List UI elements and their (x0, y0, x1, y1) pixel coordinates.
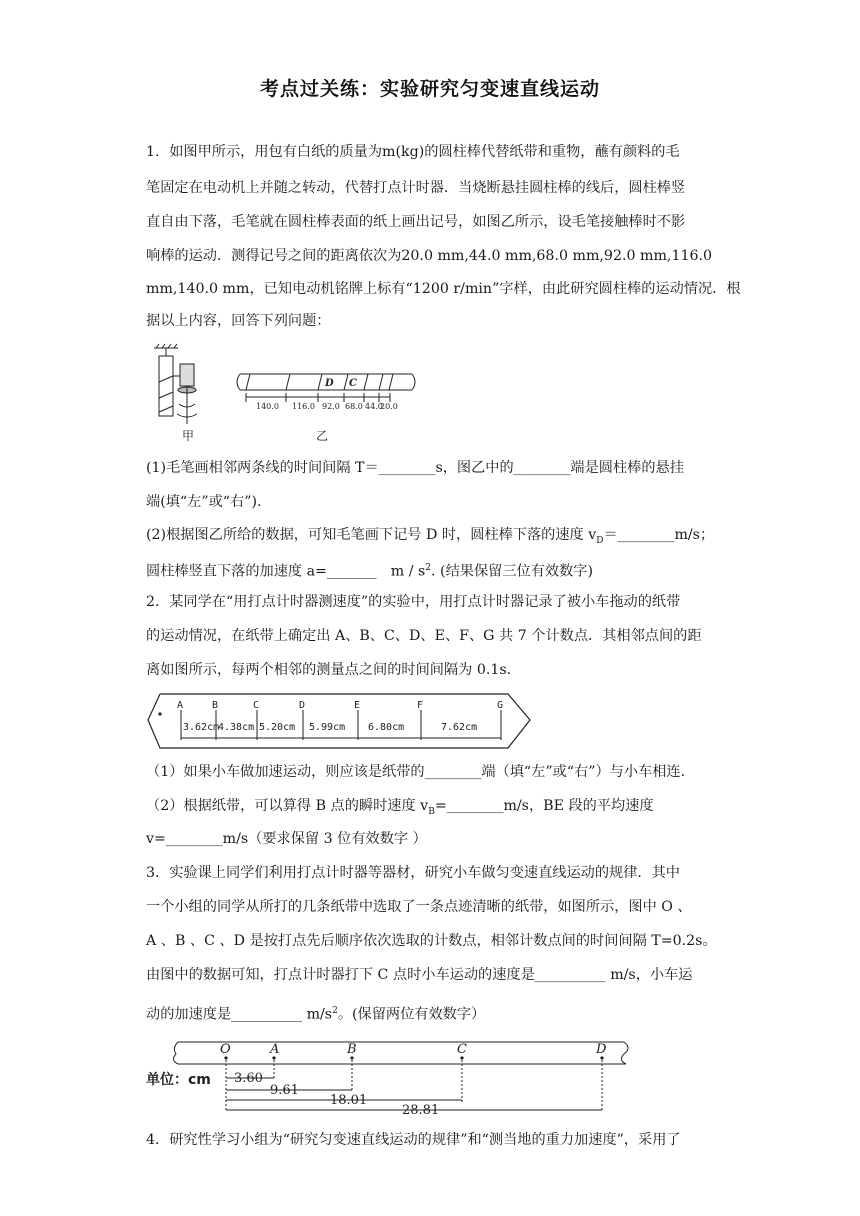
dist-bc: 4.38cm (218, 722, 255, 733)
q2-line-1: 2．某同学在“用打点计时器测速度”的实验中，用打点计时器记录了被小车拖动的纸带 (146, 594, 681, 610)
dist-ef: 6.80cm (368, 722, 405, 733)
fig1-label-right: 乙 (316, 429, 329, 443)
point-g: G (497, 700, 504, 711)
q2-sub-1: （1）如果小车做加速运动，则应该是纸带的________端（填“左”或“右”）与小车相连． (146, 764, 695, 780)
point-b: B (212, 700, 219, 711)
q1-sub-2-tail: ＝________m/s； (603, 527, 715, 543)
q1-sub-2-subscript: D (596, 535, 604, 546)
mark-c: C (349, 378, 357, 389)
q3-points (224, 1056, 603, 1059)
q1-sub-3 (146, 558, 746, 582)
q3-dist-oc: 18.01 (330, 1093, 368, 1108)
point-f: F (417, 700, 424, 711)
q1-sub-1b: 端(填“左”或“右”). (146, 494, 262, 510)
q3-point-o: O (220, 1042, 231, 1057)
q3-line-2: 一个小组的同学从所打的几条纸带中选取了一条点迹清晰的纸带，如图所示，图中 O 、 (146, 899, 692, 915)
q3-point-c: C (457, 1042, 467, 1057)
q3-point-d: D (596, 1042, 607, 1057)
mark-d: D (325, 378, 334, 389)
fig1-label-left: 甲 (182, 429, 195, 443)
q1-line-3: 直自由下落，毛笔就在圆柱棒表面的纸上画出记号，如图乙所示，设毛笔接触棒时不影 (146, 214, 686, 230)
q3-tape-svg (146, 1036, 636, 1116)
q3-line-5-text: 动的加速度是__________ m/s (146, 1006, 333, 1023)
q2-sub-2-subscript: B (428, 806, 435, 817)
q4-line-1: 4．研究性学习小组为“研究匀变速直线运动的规律”和“测当地的重力加速度”，采用了 (146, 1132, 681, 1148)
tape-dot (158, 712, 161, 715)
q3-line-5-superscript: 2 (332, 1006, 338, 1016)
q2-sub-2-tail: =________m/s，BE 段的平均速度 (434, 798, 654, 814)
q3-dist-ob: 9.61 (270, 1083, 299, 1098)
q1-line-5: mm,140.0 mm，已知电动机铭牌上标有“1200 r/min”字样，由此研究圆柱棒的运动情况．根 (146, 281, 741, 297)
q1-line-2: 笔固定在电动机上并随之转动，代替打点计时器．当烧断悬挂圆柱棒的线后，圆柱棒竖 (146, 180, 686, 196)
q2-line-2: 的运动情况，在纸带上确定出 A、B、C、D、E、F、G 共 7 个计数点．其相邻点间的距 (146, 628, 702, 644)
dist-de: 5.99cm (309, 722, 346, 733)
q3-figure (146, 1036, 636, 1116)
q3-paper-tape (173, 1042, 628, 1064)
q3-point-b: B (347, 1042, 357, 1057)
q3-line-5 (146, 1001, 746, 1025)
q3-dist-od: 28.81 (402, 1103, 440, 1116)
page-title: 考点过关练：实验研究匀变速直线运动 (259, 78, 600, 100)
dist-44: 44.0 (365, 402, 383, 411)
q1-sub-2-text: (2)根据图乙所给的数据，可知毛笔画下记号 D 时，圆柱棒下落的速度 v (146, 527, 597, 543)
dist-116: 116.0 (292, 402, 315, 411)
point-e: E (354, 700, 361, 711)
q1-line-1: 1．如图甲所示，用包有白纸的质量为m(kg)的圆柱棒代替纸带和重物，蘸有颜料的毛 (146, 144, 680, 160)
dist-cd: 5.20cm (259, 722, 296, 733)
q1-line-6: 据以上内容，回答下列问题： (146, 313, 331, 329)
q2-line-3: 离如图所示，每两个相邻的测量点之间的时间间隔为 0.1s． (146, 662, 521, 678)
q2-sub-3: v=________m/s（要求保留 3 位有效数字 ） (146, 831, 427, 847)
q1-sub-1: (1)毛笔画相邻两条线的时间间隔 T＝________s，图乙中的________端是圆柱棒的悬挂 (146, 460, 684, 476)
q2-tape-svg (146, 692, 532, 750)
q3-point-a: A (270, 1042, 280, 1057)
dist-ab: 3.62cm (183, 722, 220, 733)
q1-figure (146, 342, 426, 444)
dist-92: 92.0 (322, 402, 340, 411)
paper-tape (148, 694, 530, 748)
point-a: A (177, 700, 184, 711)
point-c: C (253, 700, 260, 711)
dist-140: 140.0 (256, 402, 279, 411)
q1-sub-3-tail: . (结果保留三位有效数字) (431, 563, 593, 580)
dist-fg: 7.62cm (441, 722, 478, 733)
q3-line-1: 3．实验课上同学们利用打点计时器等器材，研究小车做匀变速直线运动的规律．其中 (146, 865, 680, 881)
apparatus-jia (154, 344, 197, 424)
q1-sub-2 (146, 525, 746, 551)
q1-sub-3-superscript: 2 (425, 563, 432, 573)
q3-line-5-tail: 。(保留两位有效数字） (337, 1006, 486, 1023)
q3-unit-label: 单位：cm (146, 1072, 211, 1088)
q2-sub-2-text: （2）根据纸带，可以算得 B 点的瞬时速度 v (146, 798, 429, 814)
q2-figure (146, 692, 532, 750)
q3-dist-oa: 3.60 (234, 1071, 263, 1086)
q1-figure-svg (146, 342, 426, 444)
point-d: D (299, 700, 306, 711)
q3-line-3: A 、B 、C 、D 是按打点先后顺序依次选取的计数点，相邻计数点间的时间间隔 T=0.2s。 (146, 933, 717, 949)
q3-line-4: 由图中的数据可知，打点计时器打下 C 点时小车运动的速度是__________ m/s，小车运 (146, 967, 693, 983)
dist-20: 20.0 (380, 402, 398, 411)
dist-68: 68.0 (345, 402, 363, 411)
q2-sub-2 (146, 796, 746, 822)
q1-sub-3-text: 圆柱棒竖直下落的加速度 a=_______ m / s (146, 563, 426, 580)
q1-line-4: 响棒的运动．测得记号之间的距离依次为20.0 mm,44.0 mm,68.0 mm,92.0 mm,116.0 (146, 248, 713, 264)
